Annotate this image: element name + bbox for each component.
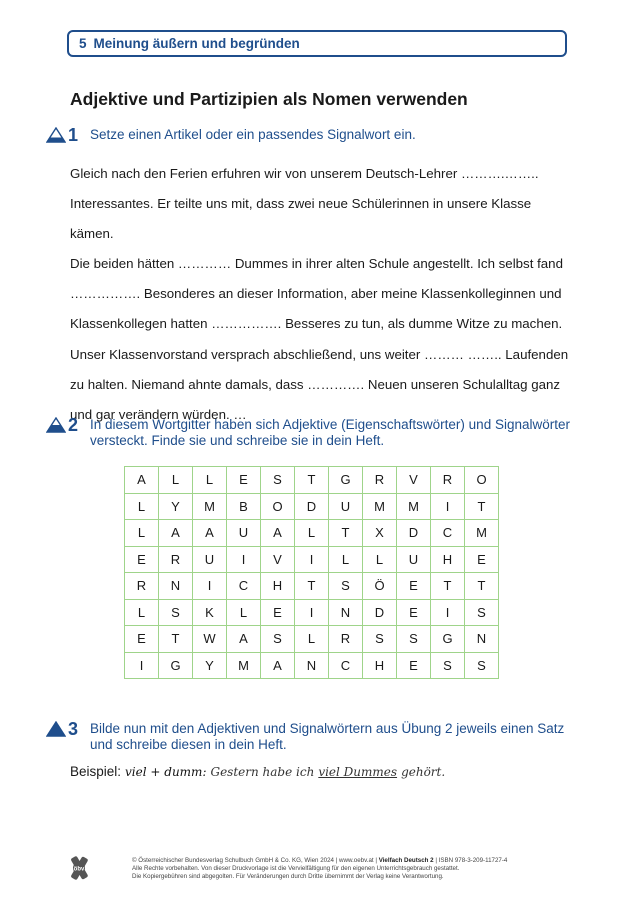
grid-cell: L [125,520,159,547]
chapter-title: Meinung äußern und begründen [93,36,300,51]
example-words: viel + dumm: [125,765,207,779]
grid-cell: E [397,599,431,626]
example-label: Beispiel: [70,764,122,779]
grid-cell: T [431,573,465,600]
grid-cell: S [465,599,499,626]
text-line: ……………. Besonderes an dieser Information, aber meine Klassenkolleginnen und [70,286,562,302]
exercise-1-text [70,159,570,430]
grid-cell: I [125,652,159,679]
grid-cell: M [397,493,431,520]
grid-cell: S [363,626,397,653]
grid-cell: T [295,573,329,600]
task-instruction: Bilde nun mit den Adjektiven und Signalwörtern aus Übung 2 jeweils einen Satz und schreibe diesen in dein Heft. [90,721,565,752]
grid-cell: D [397,520,431,547]
grid-cell: A [125,467,159,494]
grid-cell: O [465,467,499,494]
grid-cell: X [363,520,397,547]
grid-cell: U [329,493,363,520]
task-1-heading [46,126,590,144]
footer-isbn: | ISBN 978-3-209-11727-4 [435,857,508,864]
grid-cell: Ö [363,573,397,600]
grid-cell: S [465,652,499,679]
grid-cell: T [159,626,193,653]
grid-cell: A [261,652,295,679]
grid-cell: U [227,520,261,547]
text-line: und gar verändern würden. … [70,406,247,422]
footer-line3: Die Kopiergebühren sind abgegolten. Für Veränderungen durch Dritte übernimmt der Verlag keine Verantwortung. [132,873,444,880]
text-line: zu halten. Niemand ahnte damals, dass …………. Neuen unseren Schulalltag ganz [70,376,561,392]
grid-cell: L [193,467,227,494]
grid-cell: E [261,599,295,626]
grid-cell: D [363,599,397,626]
grid-cell: G [431,626,465,653]
grid-cell: G [329,467,363,494]
grid-cell: U [193,546,227,573]
grid-cell: R [125,573,159,600]
grid-row [125,652,499,679]
example-sentence [70,764,445,779]
grid-cell: L [125,493,159,520]
grid-cell: E [125,626,159,653]
grid-row [125,520,499,547]
grid-cell: S [159,599,193,626]
grid-cell: I [193,573,227,600]
grid-cell: G [159,652,193,679]
grid-cell: T [295,467,329,494]
grid-row [125,546,499,573]
grid-cell: E [125,546,159,573]
grid-cell: E [397,573,431,600]
task-instruction: In diesem Wortgitter haben sich Adjektive (Eigenschaftswörter) und Signalwörter versteckt. Finde sie und schreibe sie in dein Heft. [90,417,570,448]
task-number: 1 [68,125,79,145]
grid-cell: T [465,493,499,520]
grid-cell: R [363,467,397,494]
grid-cell: R [329,626,363,653]
grid-cell: H [363,652,397,679]
grid-cell: D [295,493,329,520]
grid-cell: S [397,626,431,653]
grid-cell: I [227,546,261,573]
grid-cell: E [227,467,261,494]
text-line: Interessantes. Er teilte uns mit, dass zwei neue Schülerinnen in unsere Klasse kämen. [70,196,532,242]
grid-cell: A [159,520,193,547]
grid-cell: C [329,652,363,679]
text-line: Unser Klassenvorstand versprach abschließend, uns weiter ……… …….. Laufenden [70,346,569,362]
grid-cell: S [261,626,295,653]
grid-cell: L [329,546,363,573]
grid-cell: L [295,520,329,547]
text-line: Gleich nach den Ferien erfuhren wir von unserem Deutsch-Lehrer ……….…….. [70,166,539,181]
example-sentence-end: gehört. [401,765,446,779]
grid-cell: M [363,493,397,520]
grid-cell: R [431,467,465,494]
grid-cell: N [465,626,499,653]
grid-cell: N [329,599,363,626]
chapter-header [67,30,567,57]
footer-line1: © Österreichischer Bundesverlag Schulbuch GmbH & Co. KG, Wien 2024 | www.oebv.at | [132,857,377,864]
logo-text: öbv [73,866,85,873]
grid-cell: A [227,626,261,653]
task-instruction: Setze einen Artikel oder ein passendes Signalwort ein. [90,127,416,142]
example-sentence-start: Gestern habe ich [210,765,315,779]
grid-cell: H [431,546,465,573]
grid-cell: M [193,493,227,520]
grid-cell: C [431,520,465,547]
grid-row [125,493,499,520]
grid-cell: S [431,652,465,679]
grid-cell: N [159,573,193,600]
grid-cell: M [465,520,499,547]
footer-copyright [132,857,602,881]
page-title: Adjektive und Partizipien als Nomen verwenden [70,89,468,109]
text-line: Klassenkollegen hatten ……………. Besseres zu tun, als dumme Witze zu machen. [70,316,563,332]
grid-cell: C [227,573,261,600]
level-triangle-2-icon [46,417,66,433]
grid-cell: I [431,493,465,520]
grid-cell: L [363,546,397,573]
grid-cell: L [125,599,159,626]
grid-cell: M [227,652,261,679]
example-sentence-underlined: viel Dummes [318,765,398,779]
grid-row [125,599,499,626]
footer-book-title: Vielfach Deutsch 2 [378,857,434,864]
grid-cell: L [295,626,329,653]
grid-cell: H [261,573,295,600]
task-number: 2 [68,415,79,435]
grid-cell: K [193,599,227,626]
grid-cell: V [261,546,295,573]
task-3-heading [46,720,590,753]
task-2-heading [46,416,590,449]
grid-cell: I [295,599,329,626]
grid-cell: T [329,520,363,547]
level-triangle-1-icon [46,127,66,143]
grid-cell: E [397,652,431,679]
grid-cell: W [193,626,227,653]
grid-cell: B [227,493,261,520]
word-grid [124,466,499,679]
level-triangle-3-icon [46,721,66,737]
grid-cell: E [465,546,499,573]
task-number: 3 [68,719,79,739]
grid-cell: I [431,599,465,626]
grid-cell: O [261,493,295,520]
grid-cell: Y [159,493,193,520]
grid-cell: R [159,546,193,573]
text-line: Die beiden hätten ………… Dummes in ihrer alten Schule angestellt. Ich selbst fand [70,256,563,272]
grid-cell: Y [193,652,227,679]
grid-cell: A [261,520,295,547]
footer-line2: Alle Rechte vorbehalten. Von dieser Druckvorlage ist die Vervielfältigung für den eigenen Unterrichtsgebrauch gestattet. [132,865,460,872]
grid-cell: I [295,546,329,573]
grid-row [125,626,499,653]
chapter-number: 5 [79,36,87,51]
grid-cell: U [397,546,431,573]
oebv-logo [66,855,92,881]
grid-cell: S [261,467,295,494]
grid-cell: T [465,573,499,600]
grid-cell: N [295,652,329,679]
grid-cell: S [329,573,363,600]
grid-cell: V [397,467,431,494]
grid-cell: L [227,599,261,626]
grid-cell: A [193,520,227,547]
grid-row [125,467,499,494]
grid-row [125,573,499,600]
grid-cell: L [159,467,193,494]
